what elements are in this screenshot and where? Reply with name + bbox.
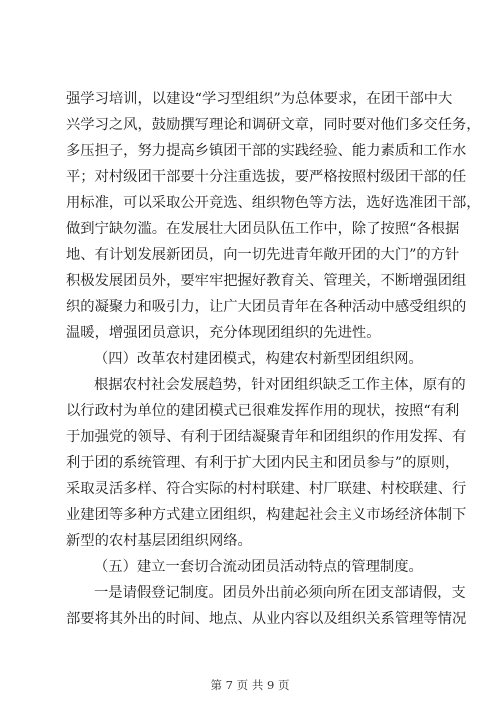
text-line: 多压担子，努力提高乡镇团干部的实践经验、能力素质和工作水	[66, 143, 467, 159]
text-line: 利于团的系统管理、有利于扩大团内民主和团员参与”的原则，	[66, 455, 460, 471]
text-line: 做到宁缺勿滥。在发展壮大团员队伍工作中，除了按照“各根据	[66, 221, 460, 237]
text-line: 强学习培训，以建设“学习型组织”为总体要求，在团干部中大	[66, 91, 453, 107]
text-line: 根据农村社会发展趋势，针对团组织缺乏工作主体，原有的	[94, 377, 466, 393]
text-line: 用标准，可以采取公开竞选、组织物色等方法，选好选准团干部，	[66, 195, 481, 211]
page-number-footer: 第 7 页 共 9 页	[210, 678, 290, 692]
text-line: 业建团等多种方式建立团组织，构建起社会主义市场经济体制下	[66, 507, 467, 523]
text-line: 地、有计划发展新团员，向一切先进青年敞开团的大门”的方针	[66, 247, 460, 263]
text-line: 采取灵活多样、符合实际的村村联建、村厂联建、村校联建、行	[66, 481, 467, 497]
section-heading-4	[66, 346, 436, 372]
document-body	[66, 86, 481, 632]
paragraph-training	[66, 86, 481, 346]
paragraph-rural-model	[66, 372, 467, 554]
text-line: 部要将其外出的时间、地点、从业内容以及组织关系管理等情况	[66, 611, 467, 627]
text-line: 织的凝聚力和吸引力，让广大团员青年在各种活动中感受组织的	[66, 299, 467, 315]
paragraph-leave-registration	[66, 580, 467, 632]
heading-line: （四）改革农村建团模式，构建农村新型团组织网。	[94, 351, 423, 367]
text-line: 一是请假登记制度。团员外出前必须向所在团支部请假，支	[94, 585, 466, 601]
text-line: 于加强党的领导、有利于团结凝聚青年和团组织的作用发挥、有	[66, 429, 467, 445]
text-line: 平；对村级团干部要十分注重选拔，要严格按照村级团干部的任	[66, 169, 467, 185]
text-line: 积极发展团员外，要牢牢把握好教育关、管理关，不断增强团组	[66, 273, 467, 289]
text-line: 新型的农村基层团组织网络。	[66, 533, 252, 549]
heading-line: （五）建立一套切合流动团员活动特点的管理制度。	[94, 559, 423, 575]
section-heading-5	[66, 554, 436, 580]
text-line: 温暖，增强团员意识，充分体现团组织的先进性。	[66, 325, 381, 341]
text-line: 兴学习之风，鼓励撰写理论和调研文章，同时要对他们多交任务，	[66, 117, 481, 133]
text-line: 以行政村为单位的建团模式已很难发挥作用的现状，按照“有利	[66, 403, 460, 419]
